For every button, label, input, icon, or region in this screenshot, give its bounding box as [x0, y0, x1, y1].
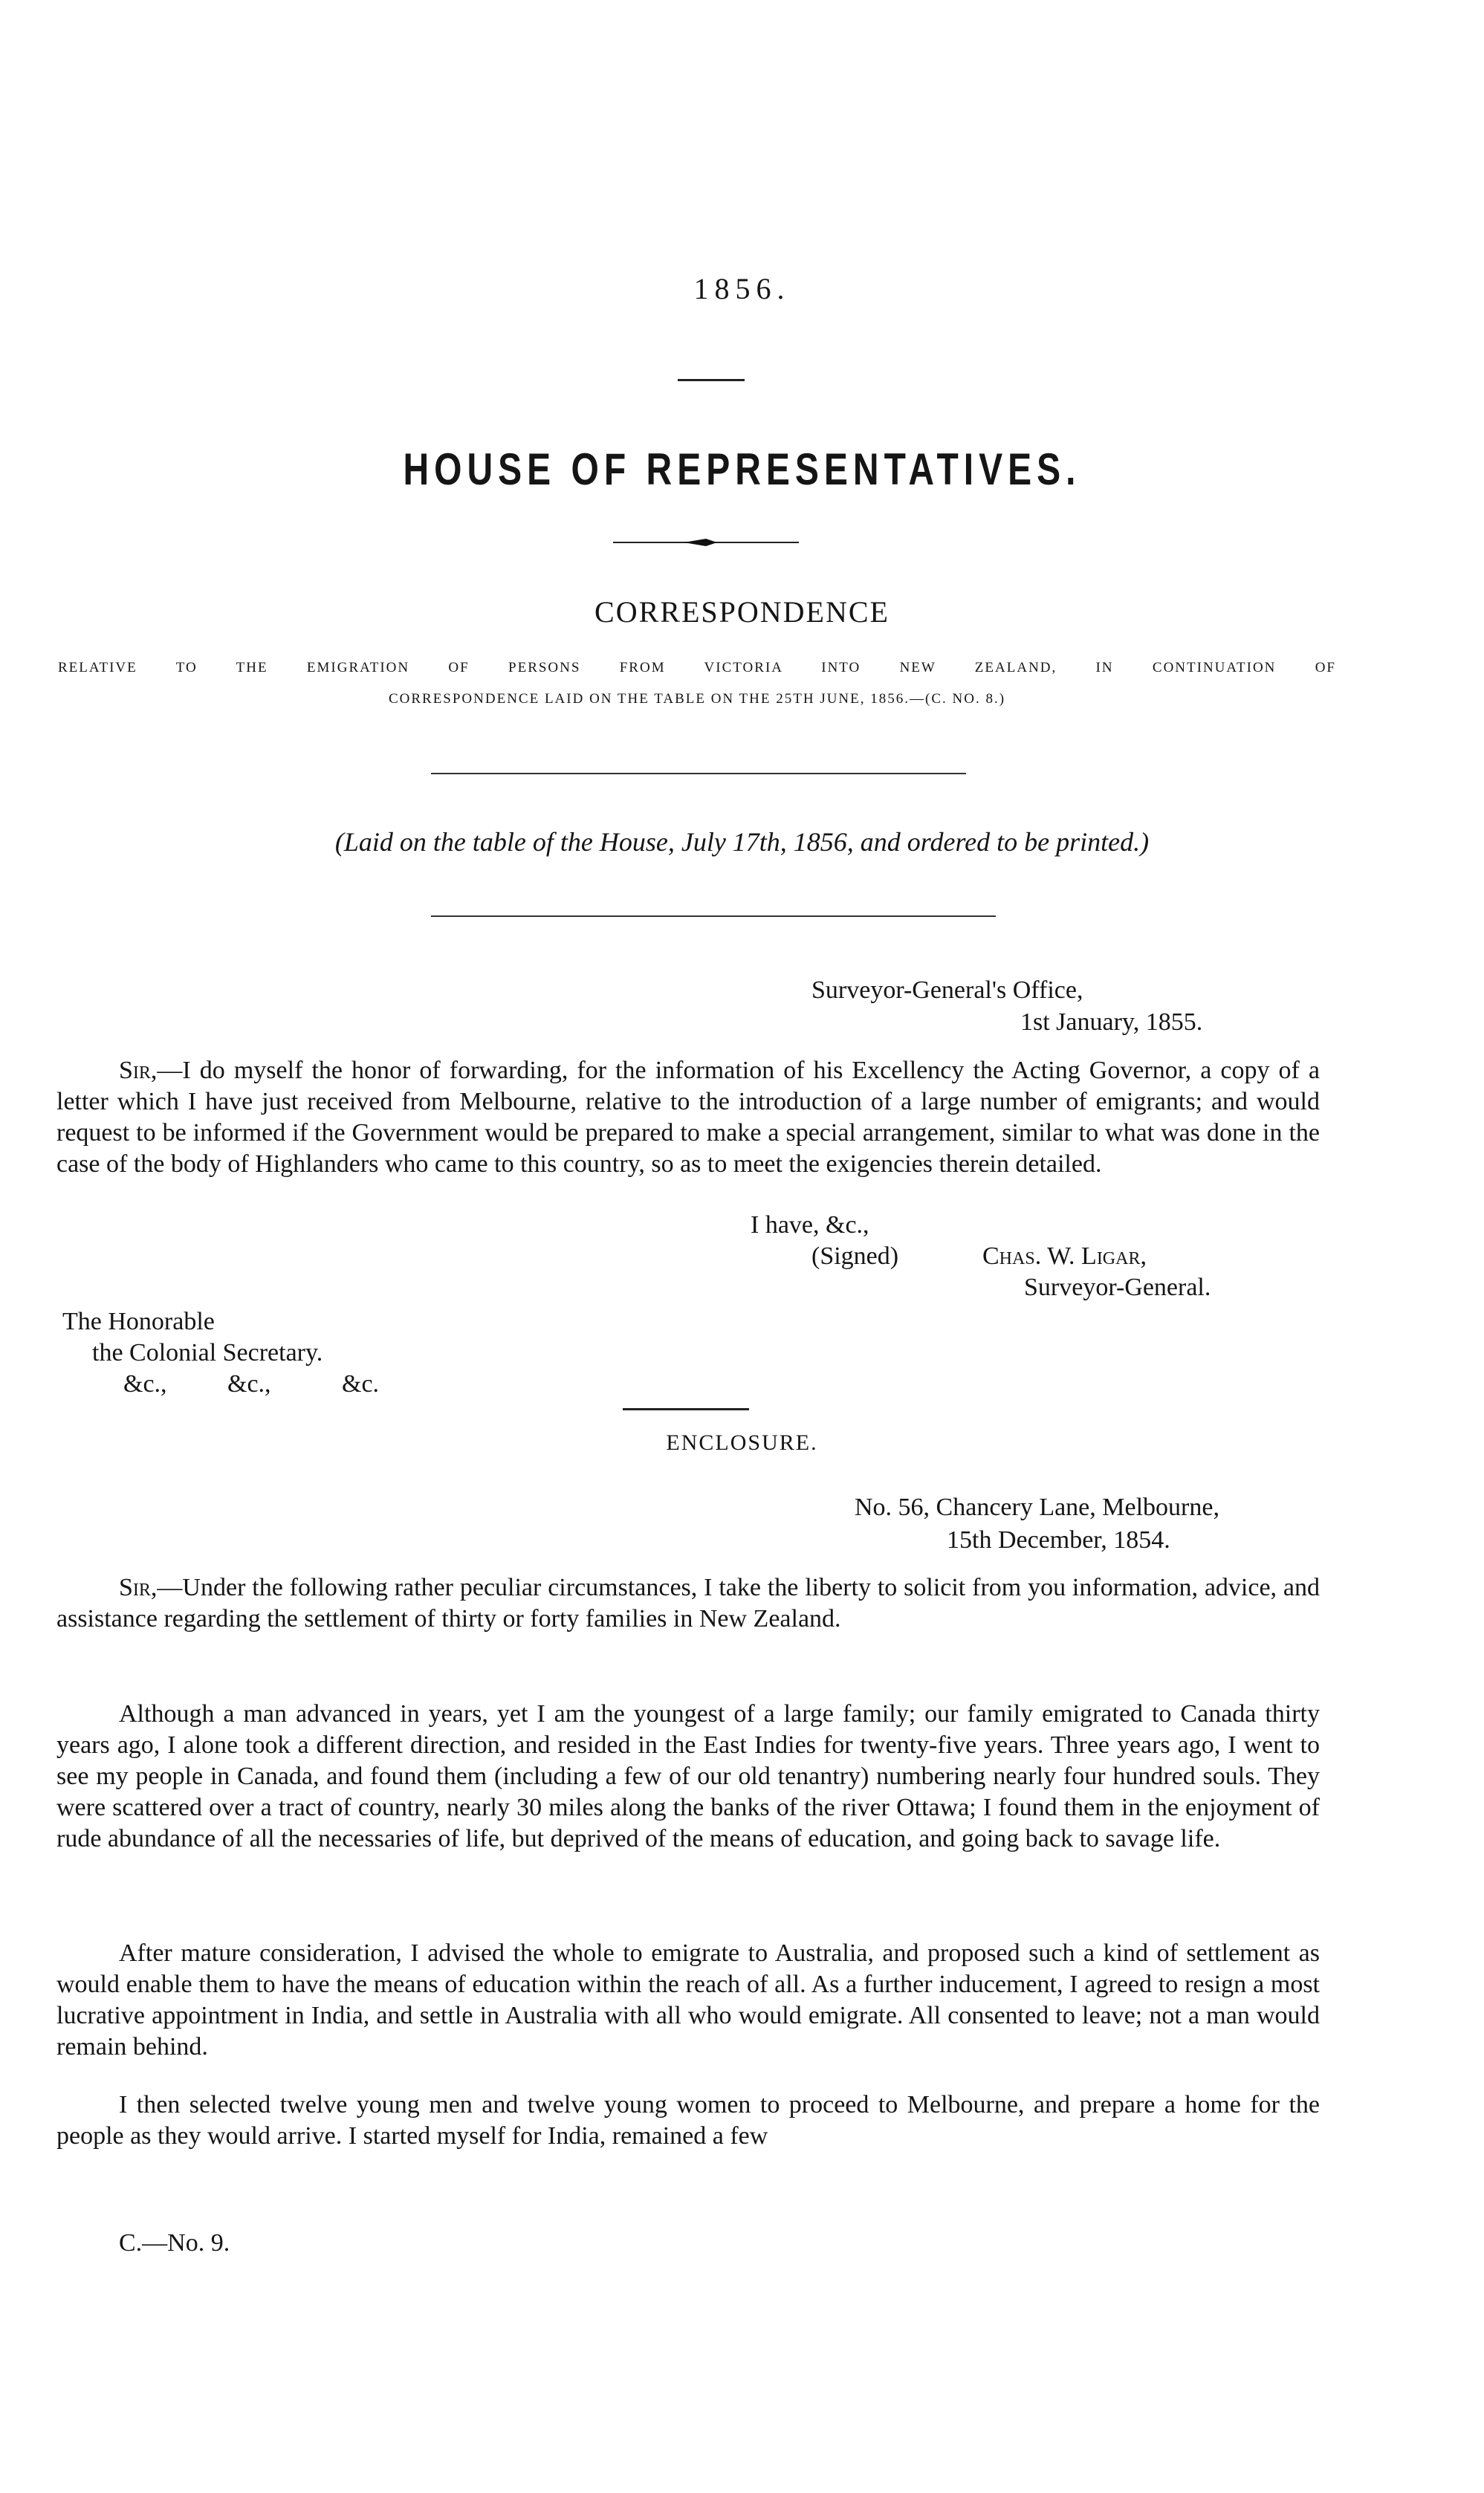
signatory-name: Chas. W. Ligar, [982, 1242, 1147, 1270]
enclosure-paragraph-4: I then selected twelve young men and twelve young women to proceed to Melbourne, and prepare a home for the people as they would arrive. I started myself for India, remained a few [56, 2091, 1320, 2150]
divider-rule [431, 773, 966, 774]
enclosure-salutation: Sir, [119, 1574, 158, 1601]
enclosure-divider [623, 1408, 749, 1410]
year-heading: 1856. [693, 272, 791, 305]
laid-on-table-notice: (Laid on the table of the House, July 17th, 1856, and ordered to be printed.) [334, 827, 1150, 857]
enclosure-paragraph-1-text: —Under the following rather peculiar circumstances, I take the liberty to solicit from you information, advice, and assistance regarding the settlement of thirty or forty families in New Zealand. [56, 1574, 1320, 1633]
correspondence-title: CORRESPONDENCE [594, 595, 890, 629]
house-heading: HOUSE OF REPRESENTATIVES. [403, 445, 1081, 495]
short-divider [678, 379, 745, 381]
letter-date: 1st January, 1855. [1020, 1008, 1203, 1036]
enclosure-paragraph-2: Although a man advanced in years, yet I am the youngest of a large family; our family emigrated to Canada thirty years ago, I alone took a different direction, and resided in the East Indies for twenty-five years. Three years ago, I went to see my people in Canada, and found them (including a few of our old tenantry) numbering nearly four hundred souls. They were scattered over a tract of country, nearly 30 miles along the banks of the river Ottawa; I found them in the enjoyment of rude abundance of all the necessaries of life, but deprived of the means of education, and going back to savage life. [56, 1700, 1320, 1852]
enclosure-address: No. 56, Chancery Lane, Melbourne, [855, 1494, 1219, 1521]
letter-body [56, 1055, 1320, 1180]
addressee-etc-2: &c., [227, 1370, 271, 1398]
letter-body-text: —I do myself the honor of forwarding, for the information of his Excellency the Acting Governor, a copy of a letter which I have just received from Melbourne, relative to the introduction of a large number of emigrants; and would request to be informed if the Government would be prepared to make a special arrangement, similar to what was done in the case of the body of Highlanders who came to this country, so as to meet the exigencies therein detailed. [56, 1057, 1320, 1178]
signatory-title: Surveyor-General. [1024, 1274, 1211, 1301]
subtitle-line-2: CORRESPONDENCE LAID ON THE TABLE ON THE 25TH JUNE, 1856.—(C. NO. 8.) [388, 691, 1006, 707]
addressee-etc-3: &c. [342, 1370, 380, 1398]
enclosure-date: 15th December, 1854. [947, 1526, 1170, 1554]
ornament-divider [613, 536, 799, 548]
letter-closing: I have, &c., [751, 1211, 869, 1239]
subtitle-line-1: RELATIVE TO THE EMIGRATION OF PERSONS FROM VICTORIA INTO NEW ZEALAND, IN CONTINUATION OF [58, 660, 1336, 675]
signed-label: (Signed) [811, 1242, 899, 1270]
page-reference: C.—No. 9. [119, 2229, 230, 2257]
letter-office: Surveyor-General's Office, [811, 976, 1083, 1004]
addressee-line-2: the Colonial Secretary. [92, 1339, 323, 1367]
addressee-etc-1: &c., [123, 1370, 167, 1398]
addressee-line-1: The Honorable [62, 1308, 215, 1335]
letter-salutation: Sir, [119, 1057, 158, 1084]
enclosure-paragraph-1 [56, 1572, 1320, 1635]
enclosure-heading: ENCLOSURE. [666, 1430, 818, 1455]
enclosure-paragraph-3: After mature consideration, I advised the whole to emigrate to Australia, and proposed such a kind of settlement as would enable them to have the means of education within the reach of all. As a further inducement, I agreed to resign a most lucrative appointment in India, and settle in Australia with all who would emigrate. All consented to leave; not a man would remain behind. [56, 1939, 1320, 2061]
divider-rule [431, 915, 996, 917]
